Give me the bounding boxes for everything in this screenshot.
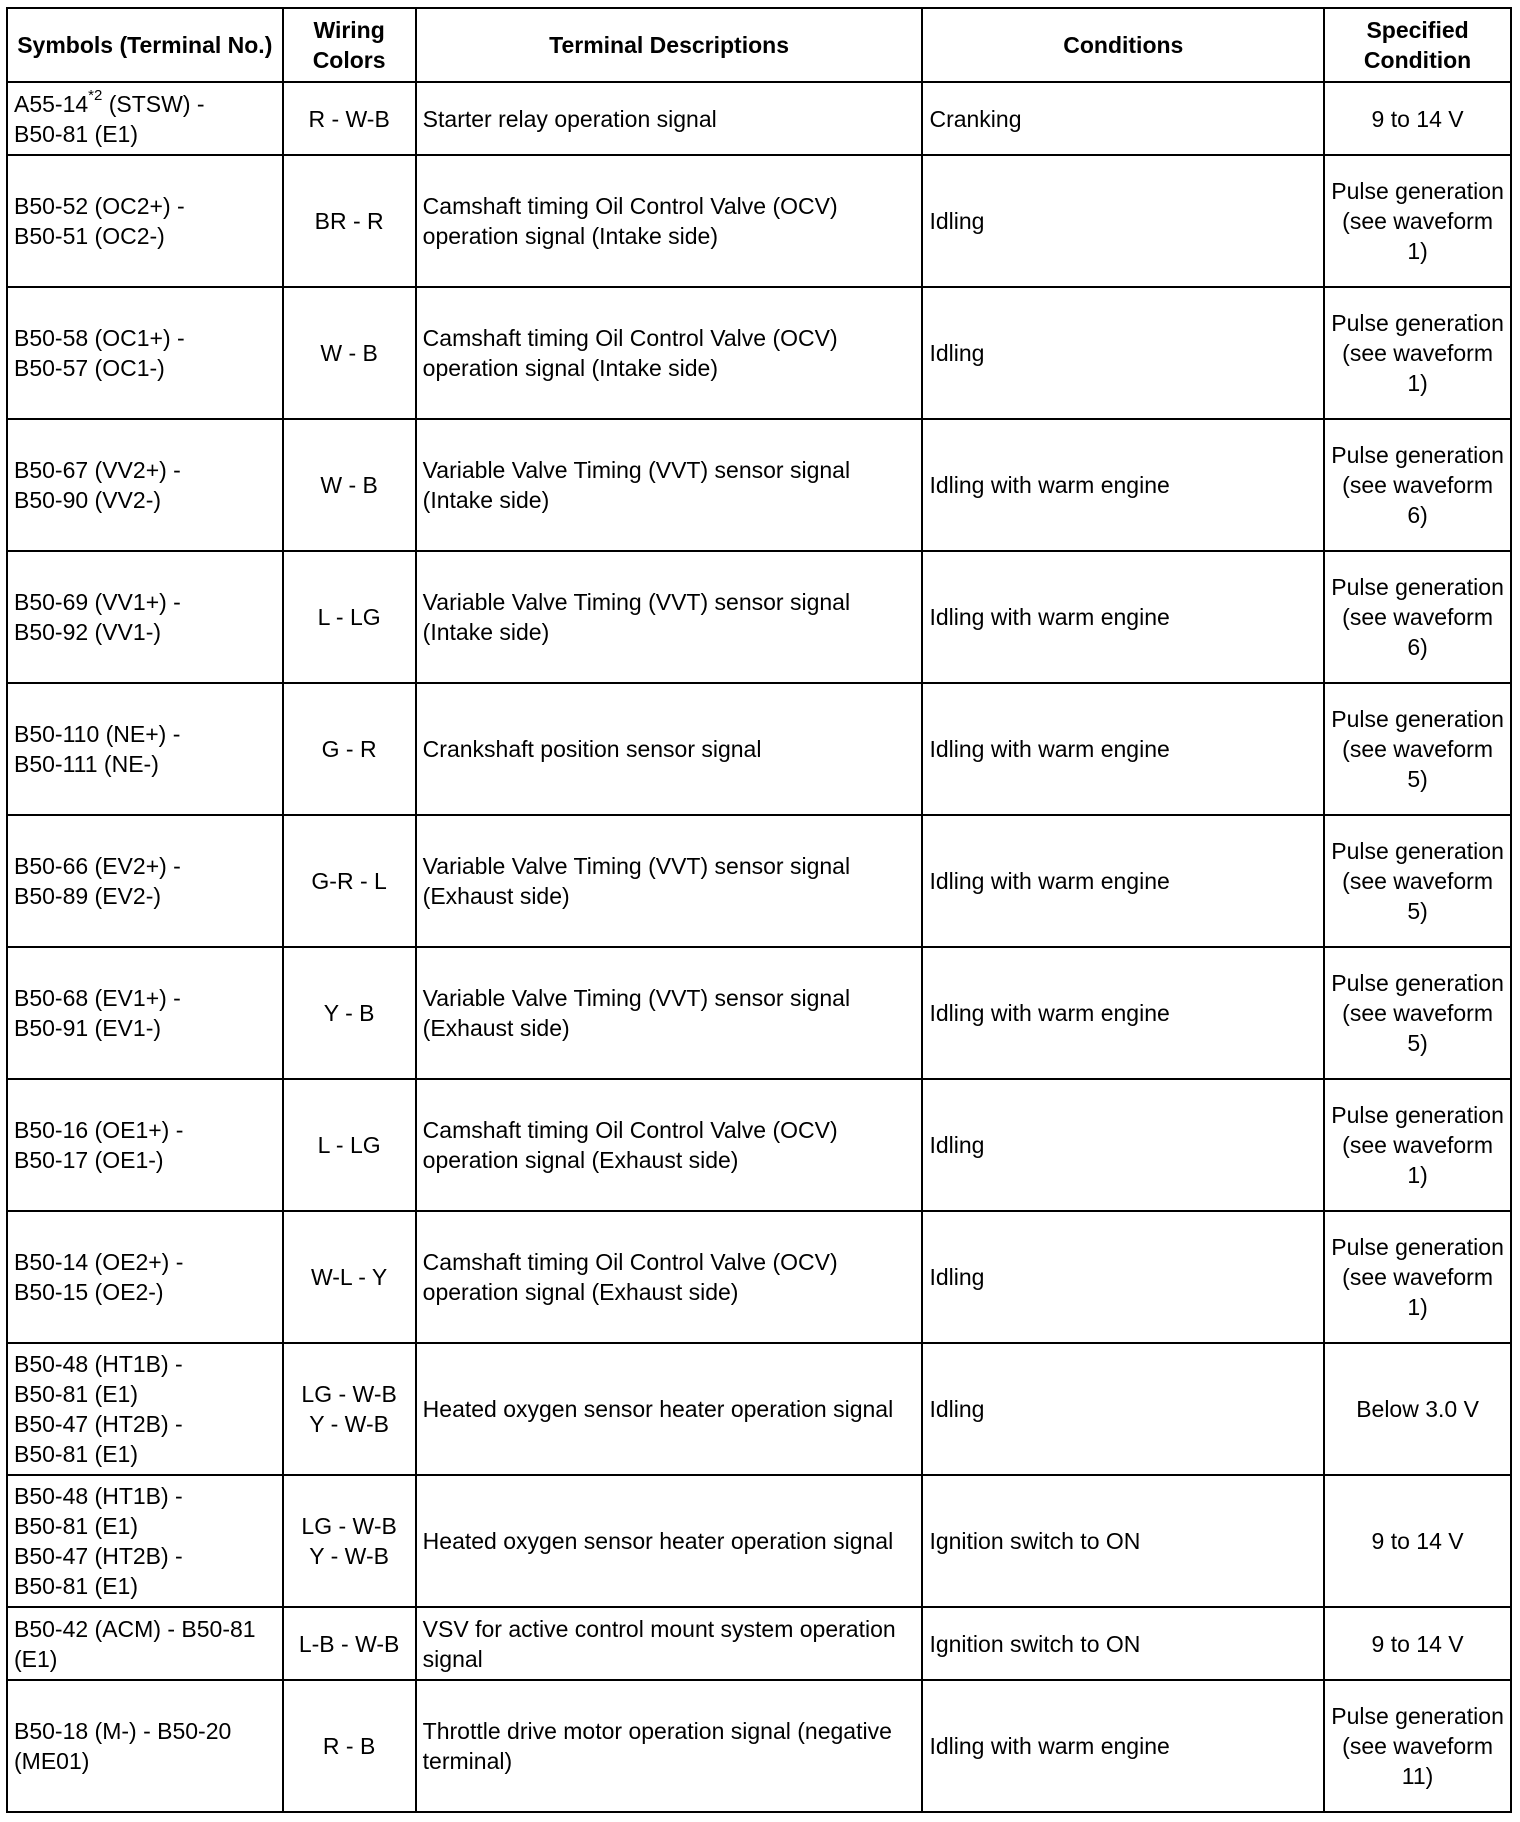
symbols-cell: B50-68 (EV1+) - B50-91 (EV1-): [7, 947, 283, 1079]
conditions-cell: Idling with warm engine: [922, 419, 1324, 551]
wiring-cell: G-R - L: [283, 815, 416, 947]
specified-cell: Pulse generation (see waveform 1): [1324, 1079, 1511, 1211]
description-cell: Throttle drive motor operation signal (negative terminal): [416, 1680, 923, 1812]
conditions-cell: Idling: [922, 1343, 1324, 1475]
description-cell: Variable Valve Timing (VVT) sensor signal (Intake side): [416, 551, 923, 683]
specified-cell: Pulse generation (see waveform 6): [1324, 551, 1511, 683]
symbols-cell: B50-52 (OC2+) - B50-51 (OC2-): [7, 155, 283, 287]
wiring-cell: BR - R: [283, 155, 416, 287]
conditions-cell: Ignition switch to ON: [922, 1607, 1324, 1680]
symbols-text-cont: (STSW) - B50-81 (E1): [14, 90, 205, 147]
wiring-cell: L - LG: [283, 1079, 416, 1211]
description-cell: Crankshaft position sensor signal: [416, 683, 923, 815]
symbols-cell: B50-48 (HT1B) - B50-81 (E1) B50-47 (HT2B) - B50-81 (E1): [7, 1475, 283, 1607]
wiring-cell: W - B: [283, 419, 416, 551]
table-row: [7, 1475, 1511, 1607]
wiring-cell: Y - B: [283, 947, 416, 1079]
wiring-cell: LG - W-B Y - W-B: [283, 1475, 416, 1607]
wiring-cell: G - R: [283, 683, 416, 815]
conditions-cell: Idling: [922, 155, 1324, 287]
header-wiring-colors: Wiring Colors: [283, 8, 416, 82]
table-row: [7, 287, 1511, 419]
description-cell: Heated oxygen sensor heater operation signal: [416, 1343, 923, 1475]
table-row: [7, 551, 1511, 683]
wiring-cell: W-L - Y: [283, 1211, 416, 1343]
specified-cell: Pulse generation (see waveform 6): [1324, 419, 1511, 551]
footnote-marker: *2: [88, 86, 103, 104]
specified-cell: Pulse generation (see waveform 5): [1324, 815, 1511, 947]
specified-cell: Pulse generation (see waveform 1): [1324, 155, 1511, 287]
table-row: [7, 1607, 1511, 1680]
table-row: [7, 1211, 1511, 1343]
wiring-cell: LG - W-B Y - W-B: [283, 1343, 416, 1475]
wiring-cell: W - B: [283, 287, 416, 419]
specified-cell: Pulse generation (see waveform 5): [1324, 947, 1511, 1079]
description-cell: Starter relay operation signal: [416, 82, 923, 155]
description-cell: Camshaft timing Oil Control Valve (OCV) operation signal (Exhaust side): [416, 1211, 923, 1343]
wiring-cell: R - W-B: [283, 82, 416, 155]
specified-cell: Pulse generation (see waveform 1): [1324, 1211, 1511, 1343]
conditions-cell: Idling with warm engine: [922, 1680, 1324, 1812]
specified-cell: 9 to 14 V: [1324, 1607, 1511, 1680]
table-row: [7, 82, 1511, 155]
symbols-cell: B50-16 (OE1+) - B50-17 (OE1-): [7, 1079, 283, 1211]
symbols-cell: B50-66 (EV2+) - B50-89 (EV2-): [7, 815, 283, 947]
conditions-cell: Ignition switch to ON: [922, 1475, 1324, 1607]
specified-cell: Pulse generation (see waveform 1): [1324, 287, 1511, 419]
table-row: [7, 1343, 1511, 1475]
conditions-cell: Idling with warm engine: [922, 815, 1324, 947]
terminal-table: [6, 7, 1512, 1813]
table-row: [7, 815, 1511, 947]
table-row: [7, 1680, 1511, 1812]
description-cell: Variable Valve Timing (VVT) sensor signal (Exhaust side): [416, 815, 923, 947]
wiring-cell: L - LG: [283, 551, 416, 683]
terminal-table-container: [6, 7, 1512, 1813]
specified-cell: Pulse generation (see waveform 11): [1324, 1680, 1511, 1812]
symbols-cell: [7, 82, 283, 155]
table-row: [7, 155, 1511, 287]
table-row: [7, 683, 1511, 815]
conditions-cell: Idling: [922, 1211, 1324, 1343]
specified-cell: Pulse generation (see waveform 5): [1324, 683, 1511, 815]
symbols-cell: B50-18 (M-) - B50-20 (ME01): [7, 1680, 283, 1812]
symbols-cell: B50-110 (NE+) - B50-111 (NE-): [7, 683, 283, 815]
conditions-cell: Idling with warm engine: [922, 683, 1324, 815]
conditions-cell: Idling with warm engine: [922, 947, 1324, 1079]
description-cell: Variable Valve Timing (VVT) sensor signal (Exhaust side): [416, 947, 923, 1079]
conditions-cell: Cranking: [922, 82, 1324, 155]
table-row: [7, 419, 1511, 551]
table-row: [7, 947, 1511, 1079]
symbols-cell: B50-42 (ACM) - B50-81 (E1): [7, 1607, 283, 1680]
header-row: [7, 8, 1511, 82]
description-cell: Camshaft timing Oil Control Valve (OCV) operation signal (Intake side): [416, 155, 923, 287]
description-cell: Variable Valve Timing (VVT) sensor signal (Intake side): [416, 419, 923, 551]
description-cell: Heated oxygen sensor heater operation signal: [416, 1475, 923, 1607]
description-cell: VSV for active control mount system operation signal: [416, 1607, 923, 1680]
header-terminal-descriptions: Terminal Descriptions: [416, 8, 923, 82]
symbols-cell: B50-14 (OE2+) - B50-15 (OE2-): [7, 1211, 283, 1343]
wiring-cell: L-B - W-B: [283, 1607, 416, 1680]
description-cell: Camshaft timing Oil Control Valve (OCV) operation signal (Exhaust side): [416, 1079, 923, 1211]
specified-cell: 9 to 14 V: [1324, 1475, 1511, 1607]
conditions-cell: Idling with warm engine: [922, 551, 1324, 683]
symbols-cell: B50-67 (VV2+) - B50-90 (VV2-): [7, 419, 283, 551]
header-conditions: Conditions: [922, 8, 1324, 82]
description-cell: Camshaft timing Oil Control Valve (OCV) operation signal (Intake side): [416, 287, 923, 419]
symbols-cell: B50-69 (VV1+) - B50-92 (VV1-): [7, 551, 283, 683]
conditions-cell: Idling: [922, 287, 1324, 419]
wiring-cell: R - B: [283, 1680, 416, 1812]
table-row: [7, 1079, 1511, 1211]
conditions-cell: Idling: [922, 1079, 1324, 1211]
specified-cell: 9 to 14 V: [1324, 82, 1511, 155]
header-symbols: Symbols (Terminal No.): [7, 8, 283, 82]
symbols-cell: B50-58 (OC1+) - B50-57 (OC1-): [7, 287, 283, 419]
symbols-text: A55-14: [14, 90, 89, 117]
symbols-cell: B50-48 (HT1B) - B50-81 (E1) B50-47 (HT2B) - B50-81 (E1): [7, 1343, 283, 1475]
header-specified-condition: Specified Condition: [1324, 8, 1511, 82]
specified-cell: Below 3.0 V: [1324, 1343, 1511, 1475]
